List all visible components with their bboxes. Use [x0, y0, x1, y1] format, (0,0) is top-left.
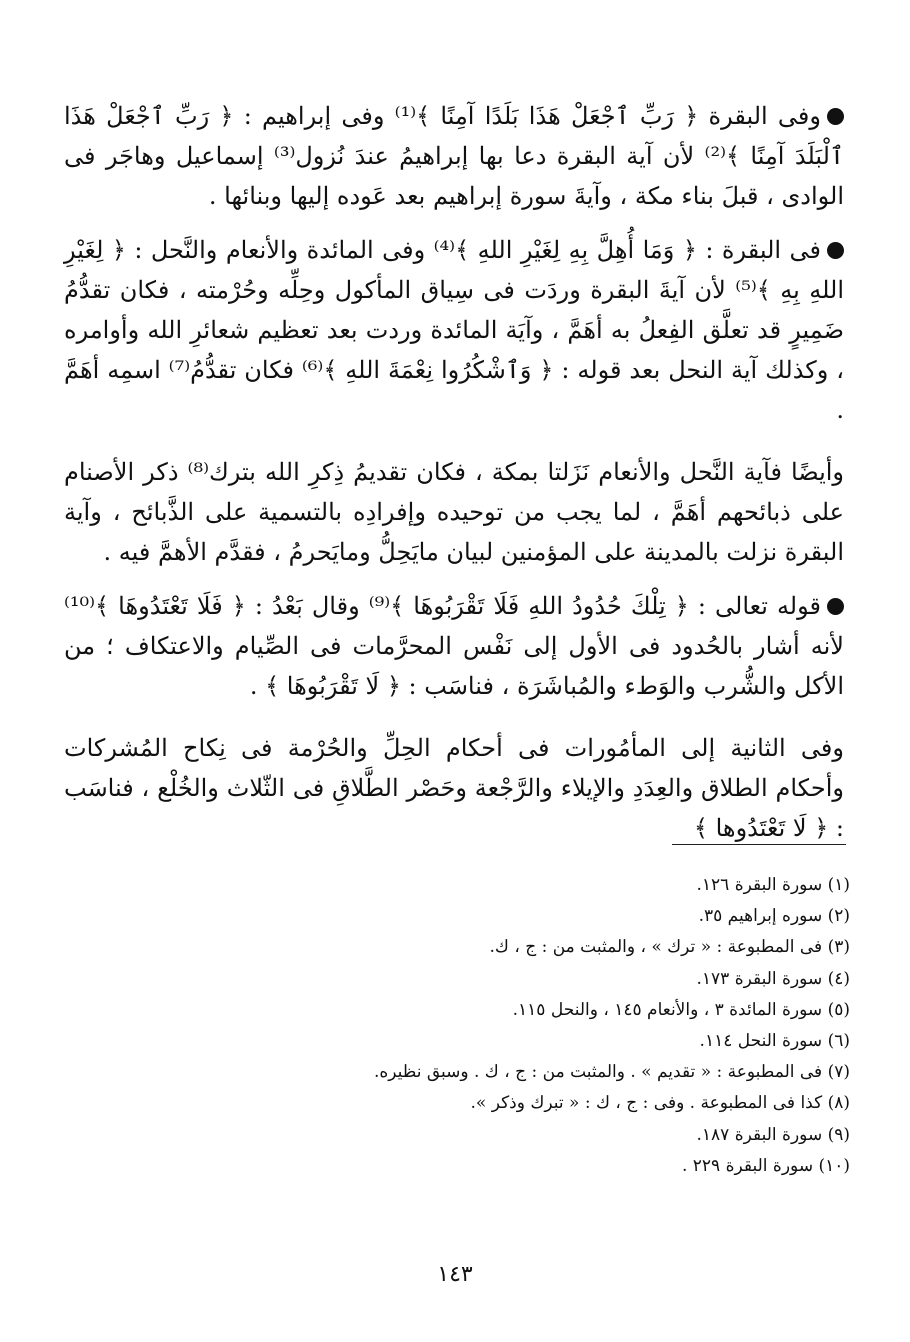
paragraph-text: فى البقرة : ﴿ وَمَا أُهِلَّ بِهِ لِغَيْرِ اللهِ ﴾⁽⁴⁾ وفى المائدة والأنعام والنَّحل : ﴿ لِغَيْرِ اللهِ بِهِ ﴾⁽⁵⁾ لأن آيةَ البقرة وردَت فى سِياق المأكول وحِلِّه وحُرْمته ، فكان تقدُّمُ ضَمِيرٍ قد تعلَّق الفِعلُ به أهَمَّ ، وآيَة المائدة وردت بعد تعظيم شعائرِ الله وأوامره ، وكذلك آية النحل بعد قوله : ﴿ وَٱشْكُرُوا نِعْمَةَ اللهِ ﴾⁽⁶⁾ فكان تقدُّمُ⁽⁷⁾ اسمِه أهَمَّ .	[64, 236, 845, 424]
paragraph-text: وأيضًا فآية النَّحل والأنعام نَزَلتا بمكة ، فكان تقديمُ ذِكرِ الله بترك⁽⁸⁾ ذكر الأصنام على ذبائحهم أهَمَّ ، لما يجب من توحيده وإفرادِه بالتسمية على الذَّبائح ، وآية البقرة نزلت بالمدينة على المؤمنين لبيان مايَحِلُّ ومايَحرمُ ، فقدَّم الأهمَّ فيه .	[64, 458, 845, 566]
paragraph	[64, 586, 844, 706]
footnotes	[150, 870, 850, 1182]
paragraph	[64, 96, 844, 216]
bullet-icon	[827, 108, 844, 125]
paragraph	[64, 230, 844, 430]
footnote: (٢) سوره إبراهيم ٣٥.	[698, 906, 850, 927]
paragraph-text: وفى الثانية إلى المأمُورات فى أحكام الحِلِّ والحُرْمة فى نِكاح المُشركات وأحكام الطلاق والعِدَدِ والإيلاء والرَّجْعة وحَصْر الطَّلاقِ فى الثّلاث والخُلْع ، فناسَب : ﴿ لَا تَعْتَدُوها ﴾	[64, 734, 844, 842]
paragraph	[64, 728, 844, 848]
footnote: (٧) فى المطبوعة : « تقديم » . والمثبت من : ج ، ك . وسبق نظيره.	[373, 1062, 850, 1083]
footnote: (١٠) سورة البقرة ٢٢٩ .	[681, 1155, 850, 1176]
footnote: (٩) سورة البقرة ١٨٧.	[696, 1124, 850, 1145]
paragraph-text: قوله تعالى : ﴿ تِلْكَ حُدُودُ اللهِ فَلَا تَقْرَبُوهَا ﴾⁽⁹⁾ وقال بَعْدُ : ﴿ فَلَا تَعْتَدُوهَا ﴾⁽¹⁰⁾ لأنه أشار بالحُدود فى الأول إلى نَفْس المحرَّمات فى الصِّيام والاعتكاف ؛ من الأكل والشُّرب والوَطء والمُباشَرَة ، فناسَب : ﴿ لَا تَقْرَبُوهَا ﴾ .	[64, 592, 844, 700]
paragraph	[64, 452, 844, 572]
footnote: (٣) فى المطبوعة : « ترك » ، والمثبت من : ج ، ك.	[489, 937, 850, 958]
footnote: (٤) سورة البقرة ١٧٣.	[696, 968, 850, 989]
paragraph-text: وفى البقرة ﴿ رَبِّ ٱجْعَلْ هَذَا بَلَدًا آمِنًا ﴾⁽¹⁾ وفى إبراهيم : ﴿ رَبِّ ٱجْعَلْ هَذَا ٱلْبَلَدَ آمِنًا ﴾⁽²⁾ لأن آية البقرة دعا بها إبراهيمُ عندَ نُزول⁽³⁾ إسماعيل وهاجَر فى الوادى ، قبلَ بناء مكة ، وآيةَ سورة إبراهيم بعد عَوده إليها وبنائها .	[64, 102, 844, 210]
main-text	[64, 96, 844, 862]
page-number: ١٤٣	[437, 1262, 473, 1287]
footnote: (٨) كذا فى المطبوعة . وفى : ج ، ك : « تبرك وذكر ».	[470, 1093, 850, 1114]
footnote-divider	[672, 844, 846, 845]
footnote: (٥) سورة المائدة ٣ ، والأنعام ١٤٥ ، والنحل ١١٥.	[512, 999, 850, 1020]
bullet-icon	[827, 242, 844, 259]
bullet-icon	[827, 598, 844, 615]
footnote: (١) سورة البقرة ١٢٦.	[696, 875, 850, 895]
footnote: (٦) سورة النحل ١١٤.	[699, 1031, 850, 1052]
